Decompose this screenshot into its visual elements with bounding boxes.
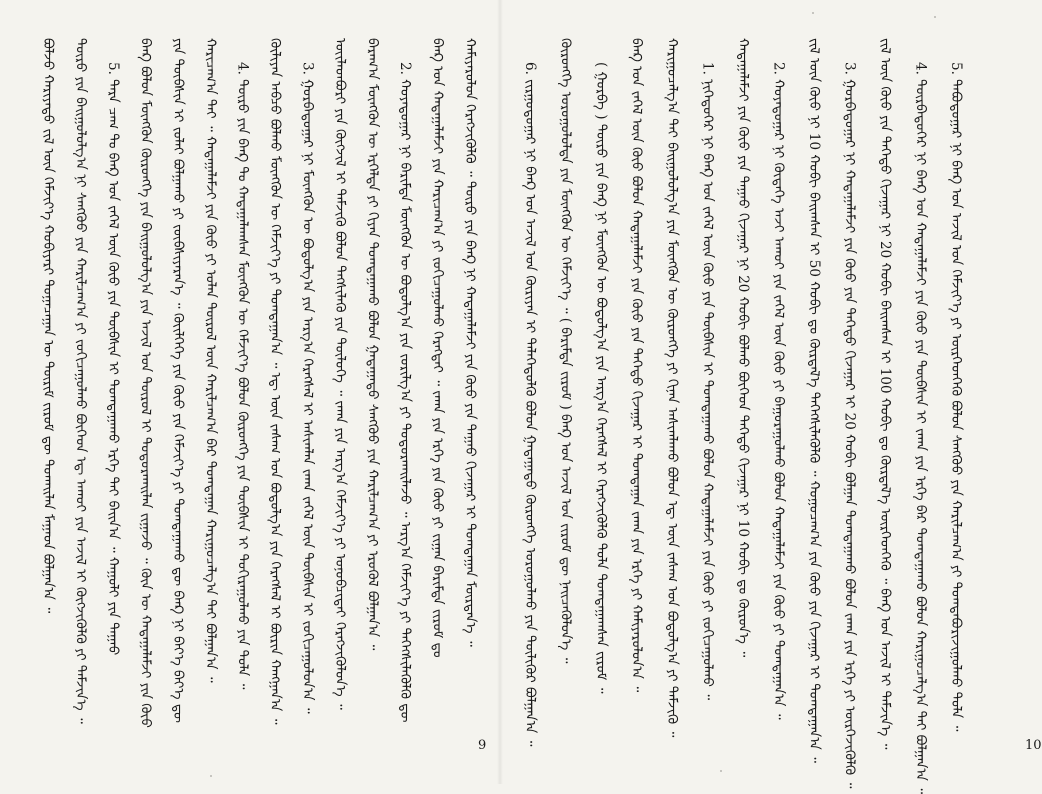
text-column: 4. ᠲᠥᠷᠦ ᠶᠢᠨ ᠪᠠᠨᠺ ᠲᠤ ᠬᠠᠳᠠᠭᠠᠯᠠᠭᠰᠠᠨ ᠮᠥᠩᠭᠥᠨ ᠦ ᠬᠡᠮᠵᠢᠶ᠎ᠡ ᠪᠣᠯᠤᠨ ᠬᠥᠷᠥᠩᠭᠡ ᠶᠢᠨ ᠲᠦᠪᠰᠢᠨ ᠢ ᠲᠣᠬᠢᠷᠠᠭᠤᠯᠬᠤ ᠶᠢᠨ ᠲᠤᠯᠠ ᠃	[234, 62, 251, 690]
left-page-text	[40, 38, 478, 728]
text-column: ᠦᠢᠯᠡᠳᠪᠦᠷᠢ ᠶᠢᠨ ᠬᠥᠭᠵᠢᠯ ᠢ ᠳᠡᠮᠵᠢᠬᠦ ᠪᠣᠯᠤᠨ ᠲᠡᠭᠰᠢᠯᠡᠬᠦ ᠶᠢᠨ ᠲᠥᠯᠦᠭᠡ ᠃ ᠵᠠᠬᠠ ᠶᠢᠨ ᠠᠷᠭ᠎ᠠ ᠬᠡᠮᠵᠢᠶ᠎ᠡ ᠶᠢ ᠣᠨᠣᠪᠴᠢᠲᠠᠢ ᠬᠡᠷᠡᠭᠵᠢᠭᠦᠯᠦᠨ᠎ᠡ ᠃	[332, 38, 349, 710]
right-page-number: 10	[1025, 738, 1042, 753]
paper-speck	[720, 770, 722, 772]
text-column: ᠪᠣᠯᠵᠤ ᠬᠠᠷᠢᠶᠠᠲᠤ ᠵᠢᠯ ᠦᠨ ᠬᠡᠮᠵᠢᠶ᠎ᠡ ᠬᠤᠪᠢᠶᠠᠷᠢ ᠲᠣᠭᠠᠴᠠᠭᠠᠨ ᠦ ᠳᠦᠷᠢᠮ ᠵᠢᠷᠤᠮ ᠳᠦ ᠲᠤᠬᠠᠢᠯᠠᠨ ᠮᠠᠭᠠᠳ ᠪᠣᠯᠭᠠᠨ᠎ᠠ ᠃	[40, 38, 56, 614]
text-column: ᠪᠠᠨᠺ ᠤᠨ ᠵᠡᠭᠡᠯ ᠦᠨ ᠬᠦᠦ ᠪᠣᠯᠤᠨ ᠬᠠᠳᠠᠭᠠᠯᠠᠮᠵᠢ ᠶᠢᠨ ᠬᠦᠦ ᠶᠢᠨ ᠳᠡᠭᠡᠳᠦ ᠬᠢᠵᠠᠭᠠᠷ ᠢ ᠲᠣᠭᠲᠠᠭᠠᠨ ᠵᠠᠬᠠ ᠶᠢᠨ ᠡᠷᠬᠡ ᠶᠢ ᠬᠠᠮᠢᠶᠠᠷᠤᠯᠤᠨ᠎ᠠ ᠃	[628, 38, 645, 693]
text-column: ᠪᠠᠨᠺ ᠪᠣᠯᠤᠨ ᠮᠥᠩᠭᠥᠨ ᠬᠥᠷᠥᠩᠭᠡ ᠶᠢᠨ ᠪᠠᠢᠭᠤᠯᠤᠯᠭ᠎ᠠ ᠶᠢᠨ ᠠᠵᠢᠯ ᠤᠨ ᠲᠥᠷᠥᠯ ᠢ ᠲᠣᠳᠣᠷᠬᠠᠢᠯᠠᠨ ᠵᠢᠭᠠᠵᠤ ᠃ ᠬᠦᠨ ᠦ ᠬᠠᠳᠠᠭᠠᠯᠠᠮᠵᠢ ᠶᠢᠨ ᠬᠦᠦ	[137, 38, 154, 728]
text-column: 4. ᠳᠥᠷᠪᠡᠳᠦᠭᠡᠷ ᠨᠢ ᠪᠠᠨᠺ ᠤᠨ ᠬᠠᠳᠠᠭᠠᠯᠠᠮᠵᠢ ᠶᠢᠨ ᠬᠦᠦ ᠶᠢᠨ ᠲᠦᠪᠰᠢᠨ ᠢ ᠵᠠᠬᠠ ᠶᠢᠨ ᠡᠷᠬᠡ ᠪᠡᠷ ᠲᠣᠭᠲᠠᠭᠠᠬᠤ ᠪᠣᠯᠤᠨ ᠬᠠᠷᠢᠭᠤᠴᠠᠯᠭ᠎ᠠ ᠲᠠᠢ ᠪᠣᠯᠭᠠᠨ᠎ᠠ ᠃	[912, 62, 929, 794]
text-column: ᠬᠦᠯᠢᠶᠡᠨ ᠠᠪᠴᠤ ᠪᠣᠯᠬᠤ ᠮᠥᠩᠭᠥᠨ ᠦ ᠬᠡᠮᠵᠢᠶ᠎ᠡ ᠶᠢ ᠲᠣᠭᠲᠠᠭᠠᠨ᠎ᠠ ᠃ ᠡᠳ᠋ ᠦᠨ ᠵᠠᠰᠠᠭ ᠤᠨ ᠪᠣᠳᠣᠯᠭ᠎ᠠ ᠶᠢᠨ ᠬᠡᠷᠡᠭᠰᠡᠯ ᠢ ᠪᠦᠷᠢᠨ ᠬᠠᠩᠭᠠᠨ᠎ᠠ ᠃	[267, 38, 284, 725]
text-column: ᠬᠠᠷᠢᠴᠠᠭ᠎ᠠ ᠲᠠᠢ ᠃ ᠬᠠᠳᠠᠭᠠᠯᠠᠮᠵᠢ ᠶᠢᠨ ᠬᠦᠦ ᠶᠢ ᠣᠯᠠᠨ ᠲᠥᠷᠥᠯ ᠦᠨ ᠬᠠᠷᠢᠯᠴᠠᠭ᠎ᠠ ᠪᠡᠷ ᠲᠣᠭᠲᠠᠭᠠᠨ ᠬᠠᠷᠢᠭᠤᠴᠠᠯᠭ᠎ᠠ ᠲᠠᠢ ᠪᠣᠯᠭᠠᠨ᠎ᠠ ᠃	[202, 38, 219, 683]
text-column: 2. ᠬᠣᠶᠠᠳᠤᠭᠠᠷ ᠨᠢ ᠪᠠᠷᠢᠮᠲᠠ ᠮᠥᠩᠭᠥᠨ ᠦ ᠪᠣᠳᠣᠯᠭ᠎ᠠ ᠶᠢᠨ ᠵᠣᠷᠢᠯᠭ᠎ᠠ ᠶᠢ ᠲᠣᠳᠣᠷᠬᠠᠢᠯᠠᠵᠤ ᠃ ᠠᠷᠭ᠎ᠠ ᠬᠡᠮᠵᠢᠶ᠎ᠡ ᠶᠢ ᠳᠡᠭᠡᠭᠰᠢᠯᠡᠭᠦᠯᠬᠦ ᠳᠦ	[396, 62, 413, 723]
text-column: ᠬᠠᠮᠢᠶᠠᠷᠤᠯᠤᠨ ᠬᠡᠷᠡᠭᠵᠢᠭᠦᠯᠬᠦ ᠃ ᠲᠥᠷᠦ ᠶᠢᠨ ᠪᠠᠨᠺ ᠨᠢ ᠬᠠᠳᠠᠭᠠᠯᠠᠮᠵᠢ ᠶᠢᠨ ᠬᠦᠦ ᠶᠢᠨ ᠳᠠᠭᠠᠤ ᠬᠢᠵᠠᠭᠠᠷ ᠢ ᠲᠣᠭᠲᠠᠭᠠᠨ ᠮᠥᠷᠳᠡᠨ᠎ᠡ ᠃	[461, 38, 478, 647]
left-page-number: 9	[478, 738, 487, 753]
text-column: 3. ᠭᠤᠷᠪᠠᠳᠤᠭᠠᠷ ᠨᠢ ᠬᠠᠳᠠᠭᠠᠯᠠᠮᠵᠢ ᠶᠢᠨ ᠬᠦᠦ ᠶᠢᠨ ᠳᠡᠭᠡᠳᠦ ᠬᠢᠵᠠᠭᠠᠷ ᠢ 20 ᠬᠤᠪᠢ ᠪᠣᠯᠭᠠᠨ ᠲᠣᠭᠲᠠᠭᠠᠬᠤ ᠪᠣᠯᠤᠨ ᠵᠠᠬᠠ ᠶᠢᠨ ᠡᠷᠬᠡ ᠶᠢ ᠥᠷᠭᠡᠵᠢᠭᠦᠯᠬᠦ ᠃	[841, 62, 858, 789]
text-column: ( ᠭᠤᠷᠪᠠ ) ᠲᠥᠷᠦ ᠶᠢᠨ ᠪᠠᠨᠺ ᠨᠢ ᠮᠥᠩᠭᠥᠨ ᠦ ᠪᠣᠳᠣᠯᠭ᠎ᠠ ᠶᠢᠨ ᠠᠷᠭ᠎ᠠ ᠬᠡᠷᠡᠭᠰᠡᠯ ᠢ ᠬᠡᠷᠡᠭᠵᠢᠭᠦᠯᠬᠦ ᠲᠤᠯᠠ ᠲᠣᠭᠲᠠᠭᠠᠭᠰᠠᠨ ᠵᠢᠷᠤᠮ ᠃	[593, 62, 609, 694]
text-column: ᠪᠠᠨᠺ ᠤᠨ ᠬᠠᠳᠠᠭᠠᠯᠠᠮᠵᠢ ᠶᠢᠨ ᠬᠠᠷᠢᠴᠠᠭ᠎ᠠ ᠶᠢ ᠵᠣᠬᠢᠴᠠᠭᠤᠯᠬᠤ ᠬᠡᠷᠡᠭᠲᠡᠢ ᠃ ᠵᠠᠬᠠ ᠶᠢᠨ ᠡᠷᠬᠡ ᠶᠢᠨ ᠬᠦᠦ ᠶᠢ ᠵᠢᠭᠠᠨ ᠪᠠᠷᠢᠮᠲᠠ ᠵᠢᠷᠤᠮ ᠳᠤ	[429, 38, 446, 658]
text-column: ᠬᠠᠳᠠᠭᠠᠯᠠᠮᠵᠢ ᠶᠢᠨ ᠬᠦᠦ ᠶᠢᠨ ᠳᠠᠭᠠᠤ ᠬᠢᠵᠠᠭᠠᠷ ᠨᠢ 20 ᠬᠤᠪᠢ ᠪᠣᠯᠬᠤ ᠪᠥᠭᠡᠳ ᠳᠡᠭᠡᠳᠦ ᠬᠢᠵᠠᠭᠠᠷ ᠨᠢ 10 ᠬᠤᠪᠢ ᠳᠤ ᠬᠦᠷᠦᠨ᠎ᠡ ᠃	[735, 38, 751, 658]
text-column: ᠶᠢᠨ ᠲᠦᠪᠰᠢᠨ ᠢ ᠵᠤᠯᠠᠢ ᠪᠣᠯᠭᠠᠬᠤ ᠶᠢ ᠵᠥᠪᠰᠢᠶᠡᠷᠡᠨ᠎ᠡ ᠃ ᠭᠦᠢᠯᠭᠡᠭᠡ ᠶᠢᠨ ᠬᠦᠦ ᠶᠢᠨ ᠬᠡᠮᠵᠢᠶ᠎ᠡ ᠶᠢ ᠲᠣᠭᠲᠠᠭᠠᠬᠤ ᠳᠦ ᠪᠠᠨᠺ ᠨᠢ ᠪᠡᠶ᠎ᠡ ᠪᠡᠶ᠎ᠡ ᠳᠦ	[169, 38, 186, 723]
left-page	[0, 0, 500, 784]
text-column: 1. ᠨᠢᠭᠡᠳᠦᠭᠡᠷ ᠨᠢ ᠪᠠᠨᠺ ᠤᠨ ᠵᠡᠭᠡᠯ ᠦᠨ ᠬᠦᠦ ᠶᠢᠨ ᠲᠦᠪᠰᠢᠨ ᠢ ᠲᠣᠭᠲᠠᠭᠠᠬᠤ ᠪᠣᠯᠤᠨ ᠬᠠᠳᠠᠭᠠᠯᠠᠮᠵᠢ ᠶᠢᠨ ᠬᠦᠦ ᠶᠢ ᠵᠣᠬᠢᠴᠠᠭᠤᠯᠬᠤ ᠃	[699, 62, 716, 700]
right-page	[500, 0, 1042, 794]
paper-speck	[210, 775, 212, 777]
text-column: ᠵᠢᠯ ᠦᠨ ᠬᠦᠦ ᠨᠢ 10 ᠬᠤᠪᠢ ᠪᠠᠢᠭᠰᠠᠨ ᠢ 50 ᠬᠤᠪᠢ ᠳᠤ ᠬᠦᠷᠲᠡᠯ᠎ᠡ ᠳᠡᠭᠡᠭᠰᠢᠯᠡᠭᠦᠯᠬᠦ ᠃ ᠬᠤᠭᠤᠴᠠᠭ᠎ᠠ ᠶᠢᠨ ᠬᠦᠦ ᠶᠢᠨ ᠬᠢᠵᠠᠭᠠᠷ ᠢ ᠲᠣᠭᠲᠠᠭᠠᠨ᠎ᠠ ᠃	[806, 38, 822, 763]
text-column: 2. ᠬᠣᠶᠠᠳᠤᠭᠠᠷ ᠨᠢ ᠬᠥᠳᠡᠭᠡ ᠠᠵᠢ ᠠᠬᠤᠢ ᠶᠢᠨ ᠵᠡᠭᠡᠯ ᠦᠨ ᠬᠦᠦ ᠶᠢ ᠪᠠᠭᠤᠷᠠᠭᠤᠯᠬᠤ ᠪᠣᠯᠤᠨ ᠬᠠᠳᠠᠭᠠᠯᠠᠮᠵᠢ ᠶᠢᠨ ᠬᠦᠦ ᠶᠢ ᠲᠣᠭᠲᠠᠭᠠᠨ᠎ᠠ ᠃	[770, 62, 787, 720]
text-column: 3. ᠭᠤᠷᠪᠠᠳᠤᠭᠠᠷ ᠨᠢ ᠮᠥᠩᠭᠥᠨ ᠦ ᠪᠣᠳᠣᠯᠭ᠎ᠠ ᠶᠢᠨ ᠠᠷᠭ᠎ᠠ ᠬᠡᠷᠡᠭᠰᠡᠯ ᠢ ᠠᠰᠢᠭᠯᠠᠨ ᠵᠠᠬᠠ ᠵᠡᠭᠡᠯ ᠦᠨ ᠲᠦᠪᠰᠢᠨ ᠢ ᠵᠣᠬᠢᠴᠠᠭᠤᠯᠤᠨ᠎ᠠ ᠃	[299, 62, 316, 714]
text-column: ᠬᠠᠷᠢᠭᠤᠴᠠᠯᠭ᠎ᠠ ᠲᠠᠢ ᠪᠠᠢᠭᠤᠯᠤᠯᠭ᠎ᠠ ᠶᠢᠨ ᠮᠥᠩᠭᠥᠨ ᠦ ᠬᠥᠷᠥᠩᠭᠡ ᠶᠢ ᠬᠢᠨᠠᠨ ᠠᠰᠢᠭᠯᠠᠬᠤ ᠪᠣᠯᠤᠨ ᠡᠳ᠋ ᠦᠨ ᠵᠠᠰᠠᠭ ᠤᠨ ᠪᠣᠳᠣᠯᠭ᠎ᠠ ᠶᠢ ᠳᠡᠮᠵᠢᠬᠦ ᠃	[664, 38, 680, 738]
text-column: 5. ᠲᠡᠷᠡ ᠴᠠᠭ ᠲᠤ ᠪᠠᠨᠺ ᠤᠨ ᠵᠡᠭᠡᠯ ᠦᠨ ᠬᠦᠦ ᠶᠢᠨ ᠲᠦᠪᠰᠢᠨ ᠢ ᠲᠣᠭᠲᠠᠭᠠᠬᠤ ᠡᠷᠬᠡ ᠲᠠᠢ ᠪᠠᠢᠨ᠎ᠠ ᠃ ᠬᠠᠭᠤᠯᠢ ᠶᠢᠨ ᠳᠠᠭᠠᠤ	[104, 62, 121, 656]
paper-speck	[934, 16, 936, 18]
right-page-text	[522, 38, 964, 794]
text-column: ᠪᠠᠷᠠᠭ᠎ᠠ ᠮᠥᠩᠭᠥᠨ ᠦ ᠡᠷᠭᠡᠯᠲᠡ ᠶᠢ ᠬᠢᠶᠠᠨ ᠲᠣᠭᠲᠠᠭᠠᠬᠤ ᠪᠣᠯᠤᠨ ᠭᠠᠳᠠᠭᠠᠳᠤ ᠰᠠᠩᠬᠦᠦ ᠶᠢᠨ ᠬᠠᠷᠢᠯᠴᠠᠭ᠎ᠠ ᠶᠢ ᠡᠷᠦᠬᠦᠯ ᠪᠣᠯᠭᠠᠨ᠎ᠠ ᠃	[364, 38, 381, 651]
text-column: ᠬᠥᠷᠥᠩᠭᠡ ᠣᠷᠣᠭᠤᠯᠤᠯᠲᠠ ᠶᠢᠨ ᠮᠥᠩᠭᠥᠨ ᠦ ᠬᠡᠮᠵᠢᠶ᠎ᠡ ᠃ ( ᠪᠠᠷᠢᠮᠲᠠ ᠵᠢᠷᠤᠮ ) ᠪᠠᠨᠺ ᠤᠨ ᠠᠵᠢᠯ ᠤᠨ ᠵᠢᠷᠤᠮ ᠳᠦ ᠨᠡᠢᠴᠡᠭᠦᠯᠦᠨ᠎ᠡ ᠃	[557, 38, 574, 664]
text-column: ᠲᠥᠷᠦ ᠶᠢᠨ ᠪᠠᠢᠭᠤᠯᠤᠯᠭ᠎ᠠ ᠨᠢ ᠰᠠᠩᠬᠦᠦ ᠶᠢᠨ ᠬᠠᠷᠢᠯᠴᠠᠭ᠎ᠠ ᠶᠢ ᠵᠣᠬᠢᠴᠠᠭᠤᠯᠬᠤ ᠪᠥᠭᠡᠳ ᠡᠳ᠋ ᠠᠬᠤᠢ ᠶᠢᠨ ᠠᠵᠢᠯ ᠢ ᠬᠥᠭᠵᠢᠭᠦᠯᠬᠦ ᠶᠢ ᠳᠡᠮᠵᠢᠨ᠎ᠡ ᠃	[72, 38, 89, 724]
text-column: 6. ᠵᠢᠷᠭᠤᠳᠤᠭᠠᠷ ᠨᠢ ᠪᠠᠨᠺ ᠤᠨ ᠠᠵᠢᠯ ᠤᠨ ᠬᠦᠷᠢᠶᠡᠨ ᠢ ᠲᠡᠯᠡᠭᠡᠳᠦᠯᠬᠦ ᠪᠣᠯᠤᠨ ᠭᠠᠳᠠᠭᠠᠳᠤ ᠬᠥᠷᠥᠩᠭᠡ ᠣᠷᠣᠭᠤᠯᠬᠤ ᠶᠢᠨ ᠲᠦᠯᠢᠭᠦᠷ ᠪᠣᠯᠭᠠᠨ᠎ᠠ ᠃	[522, 62, 538, 747]
paper-speck	[812, 12, 814, 14]
text-column: 5. ᠲᠠᠪᠤᠳᠤᠭᠠᠷ ᠨᠢ ᠪᠠᠨᠺ ᠤᠨ ᠠᠵᠢᠯ ᠤᠨ ᠬᠡᠮᠵᠢᠶ᠎ᠡ ᠶᠢ ᠥᠷᠭᠡᠳᠬᠡᠬᠦ ᠪᠣᠯᠤᠨ ᠰᠠᠩᠬᠦᠦ ᠶᠢᠨ ᠬᠠᠷᠢᠯᠴᠠᠭ᠎ᠠ ᠶᠢ ᠲᠣᠭᠲᠠᠪᠤᠷᠢᠵᠢᠭᠤᠯᠬᠤ ᠲᠤᠯᠠ ᠃	[948, 62, 964, 732]
text-column: ᠵᠢᠯ ᠦᠨ ᠬᠦᠦ ᠶᠢᠨ ᠳᠡᠭᠡᠳᠦ ᠬᠢᠵᠠᠭᠠᠷ ᠨᠢ 20 ᠬᠤᠪᠢ ᠪᠠᠢᠭᠰᠠᠨ ᠢ 100 ᠬᠤᠪᠢ ᠳᠤ ᠬᠦᠷᠲᠡᠯ᠎ᠡ ᠥᠷᠭᠡᠳᠬᠡᠬᠦ ᠃ ᠪᠠᠨᠺ ᠤᠨ ᠠᠵᠢᠯ ᠢ ᠳᠡᠮᠵᠢᠨ᠎ᠡ ᠃	[877, 38, 893, 750]
